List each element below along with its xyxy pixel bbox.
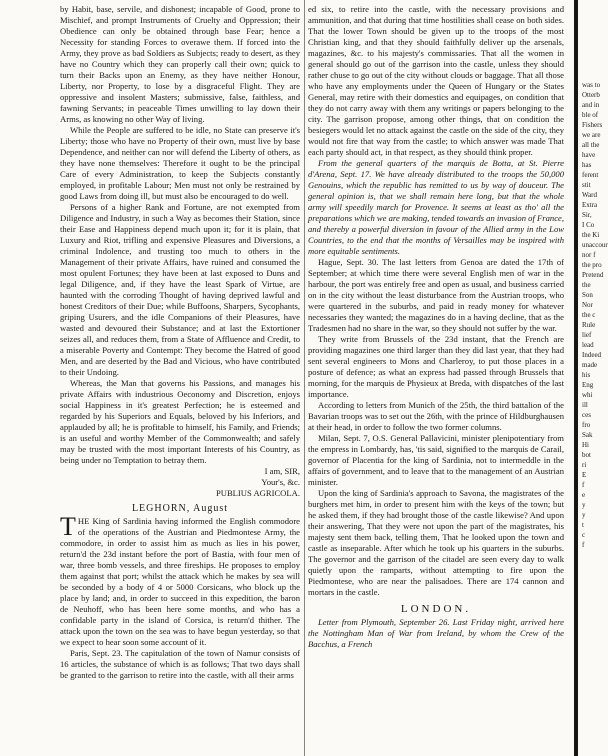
edge-fragment: E [582,471,587,479]
london-heading: LONDON. [400,603,472,615]
paragraph: Paris, Sept. 23. The capitulation of the town of Namur consists of 16 articles, the substance of which is as follows; That two days shall be granted to the garrison to retire into the castle, with all their arms [60,648,300,680]
leghorn-dateline: LEGHORN, August [131,503,229,514]
edge-fragment: lead [582,341,594,349]
edge-fragment: and in [582,101,600,109]
paragraph: Milan, Sept. 7, O.S. General Pallavicini, minister plenipotentiary from the empress in Lombardy, has, 'tis said, signified to the marquis de Carail, governor of Placentia for the king of Sardinia, not to intermeddle in the affairs of government, and to leave that to the management of an Austrian minister. [308,433,564,487]
edge-fragment: unaccour [582,241,608,249]
edge-fragment: y [582,511,586,519]
edge-fragment: the Ki [582,231,600,239]
edge-fragment: all the [582,141,600,149]
paragraph: Persons of a higher Rank and Fortune, are not exempted from Diligence and Industry, in such a Way as becomes their Station, since their Ease and Happiness depend much upon it; for it is plain, that Luxury and Riot, trifling and expensive Pleasures and Diversions, a criminal Indolence, and trusting too much to others in the Management of their private Affairs, have ruined and consumed the most opulent Fortunes; they have been at last exposed to Duns and legal Diligence, and, if they have the least Spark of Virtue, are haunted with the corroding Thought of having deprived lawful and honest Creditors of their Due; while Buffoons, Sharpers, Sycophants, griping Usurers, and the idle Companions of their Pleasures, have wasted and devoured their Substance; and at last the Extortioner seizes all, and reduces them, from a State of Affluence and Credit, to a miserable Poverty and Contempt: They become the Hatred of good Men, and are deserted by the Bad and Vicious, who have contributed to their Undoing. [60,202,300,377]
edge-fragment: we are [582,131,601,139]
edge-fragment: ble of [582,111,599,119]
paragraph: They write from Brussels of the 23d instant, that the French are providing magazines one third larger than they did last year, that they had sent several engineers to Mons and Charleroy, to put those places in a posture of defence; as what an express had passed through Brussels that morning, for the marquis de Physieux at Breda, with dispatches of the last importance. [308,334,564,399]
paragraph: ed six, to retire into the castle, with the necessary provisions and ammunition, and that during that time hostilities shall cease on both sides. That the lower Town should be given up to the troops of the most Christian king, and that they should faithfully deliver up the arsenals, magazines, &c. to his majesty's commissaries. That all the women in general should go out of the garrison into the castle, unless they should rather chuse to go out of the city without clouds or baggage. That all those who have any employments under the Queen of Hungary or the States General, may retire with their domestics and equipages, on condition that they do not carry away with them any writings or papers belonging to the city. The garrison propose, among other things, that on condition the besiegers would let no attack against the castle on the side of the city, they would not fire that way from the castle; to which answer was made That each party should act, in that respect, as they should think proper. [308,4,564,157]
edge-fragment: Nor [582,301,593,309]
edge-fragment: whi [582,391,593,399]
edge-fragment: Pretend [582,271,604,279]
edge-fragment: Sir, [582,211,592,219]
edge-fragment: bot [582,451,591,459]
edge-fragment: y [582,501,586,509]
edge-fragment: f [582,481,585,489]
edge-fragment: Son [582,291,593,299]
edge-fragment: c [582,531,586,539]
edge-fragment: Eng [582,381,594,389]
edge-fragment: I Co [582,221,595,229]
edge-fragment: Hi [582,441,589,449]
edge-column [582,80,608,550]
edge-fragment: Indeed [582,351,602,359]
edge-fragment: Sak [582,431,593,439]
left-column [60,4,300,681]
leghorn-article-text: HE King of Sardinia having informed the English commodore of the operations of the Austrian and Piedmontese Army, the commodore, in order to assist him as much as lies in his power, return'd the 23d instant before the port of Bastia, with four men of war, three bomb vessels, and three fireships. He proposes to employ them against that port; whilst the attack which he makes by sea will be seconded by a body of 4 or 5000 Corsicans, who block up the place by land; and, in order to succeed in this expedition, the baron de Neuhoff, who has been here some months, and who has a confidable party in the island of Corsica, is return'd thither. The attack upon the town on the sea was to have begun yesterday, so that we expect to hear soon some account of it. [60,516,300,647]
edge-fragment: Extra [582,201,598,209]
letter-signature: PUBLIUS AGRICOLA. [215,488,300,498]
edge-fragment: fro [582,421,591,429]
paragraph: According to letters from Munich of the 25th, the third battalion of the Bavarian troops was to set out the 26th, with the prince of Hildburghausen at their head, in order to follow the two former columns. [308,400,564,432]
letter-closing: I am, SIR, [264,466,300,476]
edge-fragment: the c [582,311,596,319]
edge-fragment: made [582,361,598,369]
paragraph: Hague, Sept. 30. The last letters from Genoa are dated the 17th of September; at which time there were several English men of war in the harbour, the port was entirely free and open as usual, and business carried on in the city without the least disturbance from the Austrian troops, who were quartered in the suburbs, and paid in ready money for whatever necessaries they wanted; the magazines do in a having decline, that as the Tradesmen had no share in the war, so they should not suffer by the war. [308,257,564,333]
right-column [308,4,564,650]
edge-fragment: e [582,491,586,499]
paragraph: Whereas, the Man that governs his Passions, and manages his private Affairs with industrious Oeconomy and Discretion, enjoys social Happiness in it's greatest Perfection; he is esteemed and regarded by his Superiors and Equals, beloved by his Inferiors, and applauded by all; he is profitable to himself, his Family, and Friends; is an useful and worthy Member of the Commonwealth; and safely may be trusted with the most important Interests of his Country, as being under no Temptation to betray them. [60,378,300,465]
edge-fragment: the pro [582,261,602,269]
edge-fragment: t [582,521,584,529]
drop-cap: T [60,512,76,541]
paragraph: From the general quarters of the marquis de Botta, at St. Pierre d'Arena, Sept. 17. We have already distributed to the troops the 50,000 Genouins, which the republic has remitted to us by way of douceur. The general opinion is, that we shall remain here long, but that the whole army will speedily march for Provence. It seems at least as tho' all the preparations which we are making, tended towards an invasion of France, and thereby a powerful diversion in favour of the Allied army in the Low Countries, to the end that the months of Versailles may be inspired with more equitable sentiments. [308,158,564,256]
edge-fragment: the [582,281,591,289]
edge-fragment: ces [582,411,591,419]
paragraph: Letter from Plymouth, September 26. Last Friday night, arrived here the Nottingham Man of War from Ireland, by whom the Crew of the Bacchus, a French [308,617,564,649]
edge-fragment: his [582,371,591,379]
edge-fragment: lief [582,331,592,339]
paragraph: While the People are suffered to be idle, no State can preserve it's Liberty; those who have no Property of their own, must live by base Dependence, and neither can nor will defend the Liberty of others, as they have none themselves: Therefore it ought to be the principal Care of every Administration, to keep the Subjects constantly employed, in profitable Labour; Men must not only be restrained by good Laws from doing ill, but must also be encouraged to do well. [60,125,300,201]
edge-fragment: Fishers [582,121,603,129]
edge-fragment: ill [582,401,588,409]
paragraph: by Habit, base, servile, and dishonest; incapable of Good, prone to Mischief, and prompt Instruments of Cruelty and Oppression; their Obedience can only be obtained through base Fear; hence a Necessity for standing Forces to overawe them. If forced into the Army, they prove as bad Soldiers as Subjects; ready to desert, as they have no Country which they can properly call their own; quick to turn their Backs upon an Enemy, as they have neither Honour, Liberty, nor Property, to lose by a disgraceful Flight. They are oppressive and insolent Masters; submissive, false, faithless, and fawning Servants; in peaceable Times unwilling to lay down their Arms, as knowing no other Way of living. [60,4,300,124]
edge-fragment: f [582,541,585,549]
column-rule [304,0,305,756]
column-edge-shadow [574,0,578,756]
edge-fragment: has [582,161,592,169]
edge-fragment: Rule [582,321,596,329]
edge-fragment: ferent [582,171,599,179]
edge-fragment: Ward [582,191,597,199]
paragraph: Upon the king of Sardinia's approach to Savona, the magistrates of the burghers met him, in order to present him with the keys of the town; but he asked them, if they had brought those of the castle likewise? And upon their answering, That they were not upon the part of the magistrates, his majesty sent them back, telling them, That he looked upon the town and castle as inseparable. After which he took up his quarters in the suburbs. The governor and the garrison of the citadel are seen every day to walk quietly upon the ramparts, without attempting to fire upon the Piedmontese, who are near the palisadoes. There are 174 cannon and mortars in the castle. [308,488,564,597]
edge-fragment: ri [582,461,587,469]
edge-fragment: have [582,151,596,159]
edge-fragment: stit [582,181,591,189]
edge-fragment: nor f [582,251,596,259]
leghorn-article [60,512,300,648]
letter-closing-2: Your's, &c. [261,477,300,487]
edge-fragment: Otterb [582,91,600,99]
edge-fragment: was to [582,81,601,89]
